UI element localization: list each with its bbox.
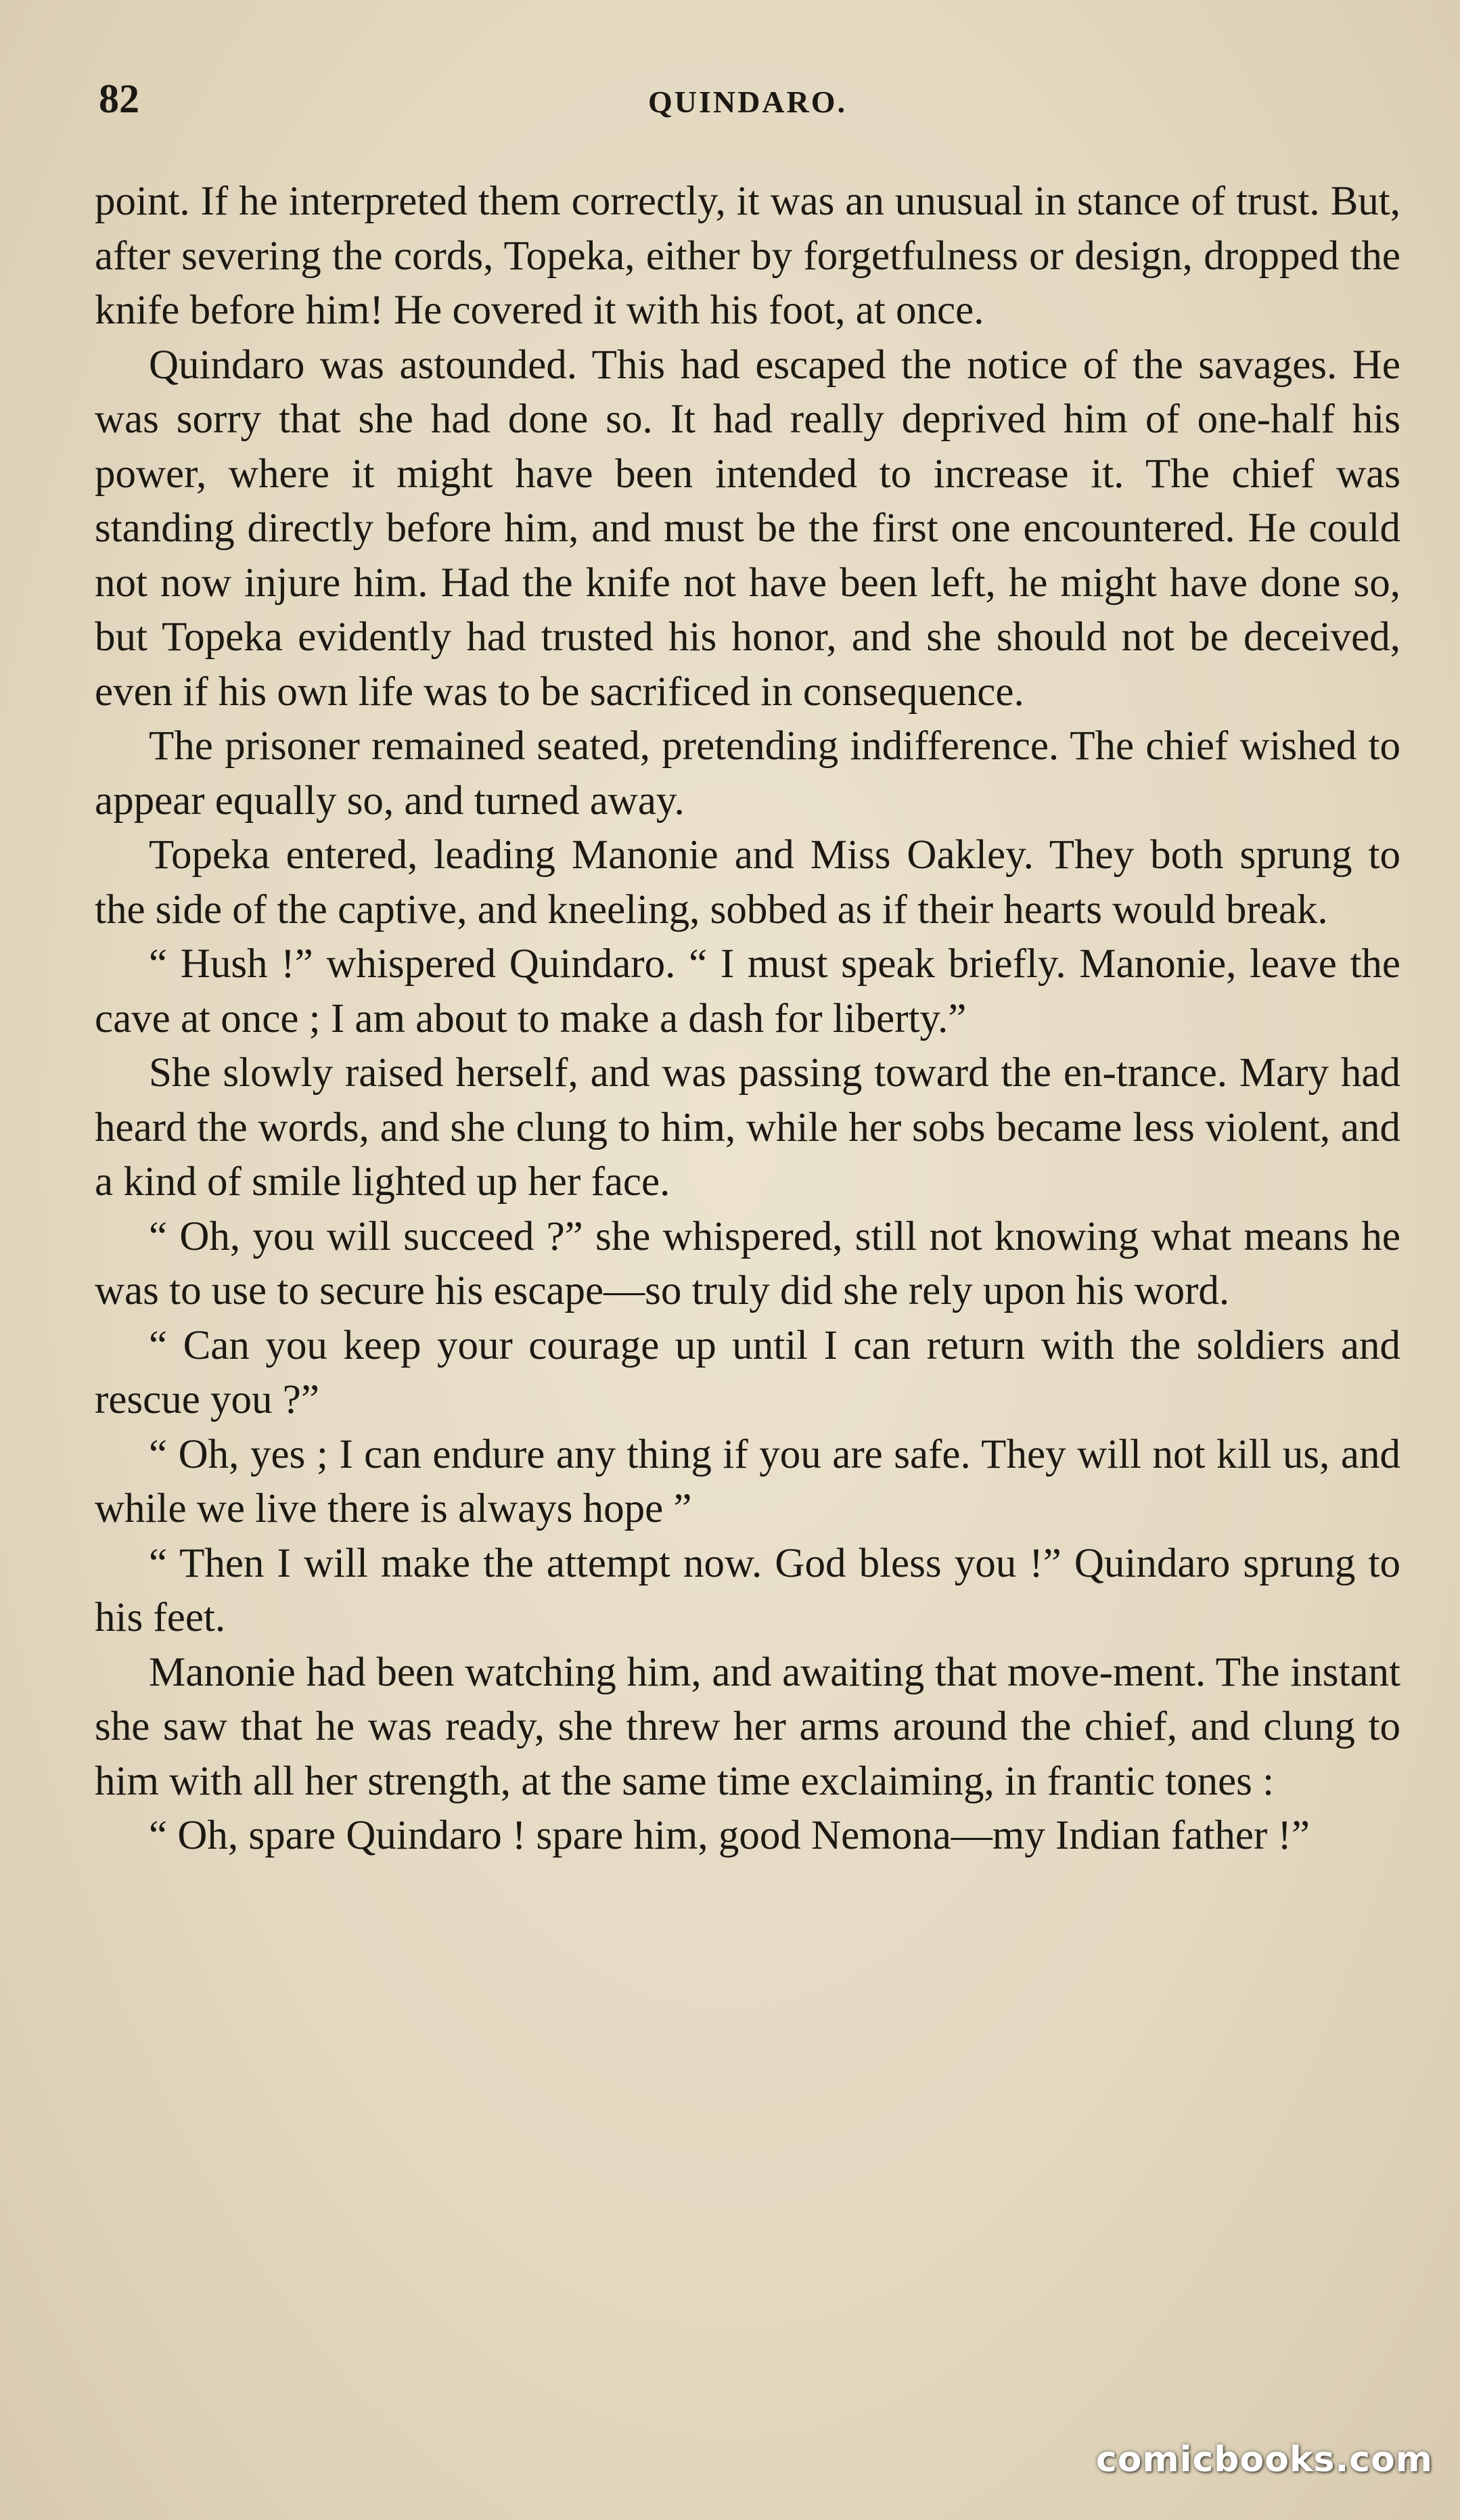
paragraph: point. If he interpreted them correctly, it was an unusual in stance of trust. But, after severing the cords, Topeka, either by forgetfulness or design, dropped the knife before him! He covered it with his foot, at once.: [95, 179, 1400, 333]
paragraph: “ Hush !” whispered Quindaro. “ I must speak briefly. Manonie, leave the cave at once ; I am about to make a dash for liberty.”: [95, 941, 1400, 1041]
paragraph: She slowly raised herself, and was passing toward the en-trance. Mary had heard the words, and she clung to him, while her sobs became less violent, and a kind of smile lighted up her face.: [95, 1050, 1400, 1205]
page-header: [95, 76, 1400, 130]
paragraph: Manonie had been watching him, and awaiting that move-ment. The instant she saw that he was ready, she threw her arms around the chief, and clung to him with all her strength, at the same time exclaiming, in frantic tones :: [95, 1649, 1400, 1804]
paragraph: “ Oh, spare Quindaro ! spare him, good Nemona—my Indian father !”: [149, 1813, 1310, 1858]
paragraph: “ Oh, yes ; I can endure any thing if you are safe. They will not kill us, and while we live there is always hope ”: [95, 1431, 1400, 1531]
watermark: comicbooks.com: [1095, 2439, 1433, 2480]
running-head: QUINDARO.: [647, 85, 848, 119]
paragraph: Quindaro was astounded. This had escaped the notice of the savages. He was sorry that she had done so. It had really deprived him of one-half his power, where it might have been intended to increase it. The chief was standing directly before him, and must be the first one encountered. He could not now injure him. Had the knife not have been left, he might have done so, but Topeka evidently had trusted his honor, and she should not be deceived, even if his own life was to be sacrificed in consequence.: [95, 342, 1400, 715]
page-number: 82: [99, 76, 139, 121]
paragraph: Topeka entered, leading Manonie and Miss Oakley. They both sprung to the side of the captive, and kneeling, sobbed as if their hearts would break.: [95, 832, 1400, 932]
body-text: [95, 175, 1400, 1864]
paragraph: The prisoner remained seated, pretending indifference. The chief wished to appear equally so, and turned away.: [95, 723, 1400, 824]
paragraph: “ Then I will make the attempt now. God bless you !” Quindaro sprung to his feet.: [95, 1540, 1400, 1640]
paragraph: “ Can you keep your courage up until I can return with the soldiers and rescue you ?”: [95, 1322, 1400, 1422]
paragraph: “ Oh, you will succeed ?” she whispered, still not knowing what means he was to use to secure his escape—so truly did she rely upon his word.: [95, 1213, 1400, 1313]
